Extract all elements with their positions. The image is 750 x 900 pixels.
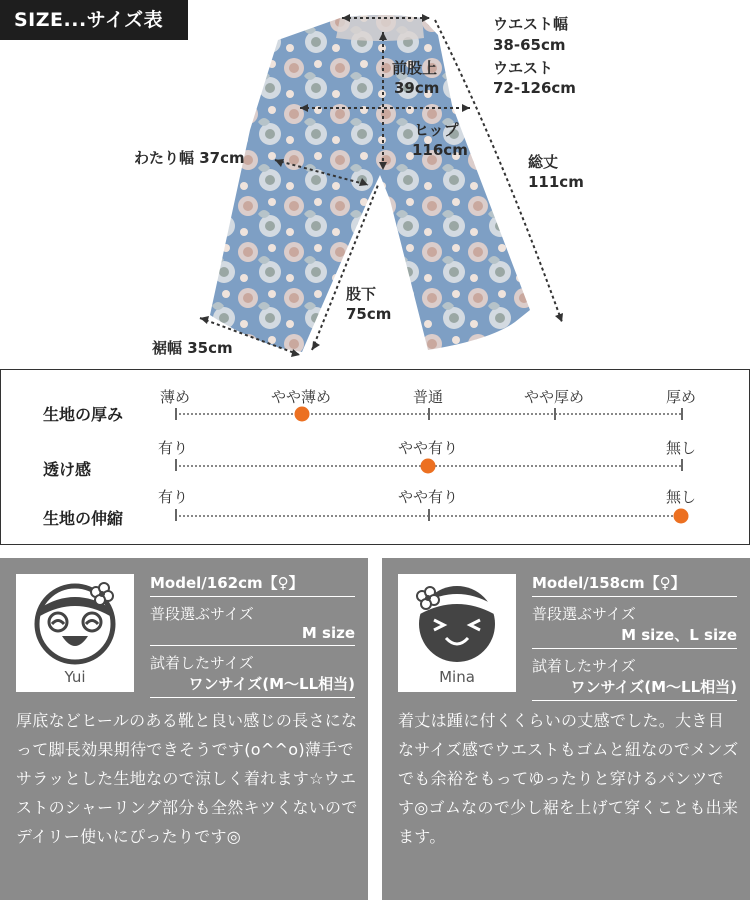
tried-size-label: 試着したサイズ (150, 654, 254, 672)
scale-label: 無し (665, 488, 697, 506)
scale-tick (428, 509, 430, 521)
fabric-properties-table (0, 369, 750, 545)
usual-size-value: M size、L size (532, 624, 737, 649)
model-card-mina (382, 558, 750, 900)
scale-tick (681, 459, 683, 471)
model-info (150, 572, 355, 698)
scale-tick (175, 509, 177, 521)
usual-size-value: M size (150, 624, 355, 646)
hip-label: ヒップ (414, 121, 459, 139)
scale-tick (428, 408, 430, 420)
scale-label: 無し (665, 439, 697, 457)
model-info (532, 572, 737, 701)
size-chart-tag: SIZE...サイズ表 (0, 0, 188, 40)
model-height: Model/158cm【♀】 (532, 572, 737, 597)
fabric-row-thickness (1, 376, 749, 428)
scale-label: 有り (157, 488, 189, 506)
scale-label: 薄め (159, 388, 191, 406)
scale-label: 普通 (412, 388, 444, 406)
fabric-row-title: 生地の厚み (43, 405, 124, 424)
hip-value: 116cm (412, 141, 468, 159)
flower-icon (417, 587, 439, 609)
fabric-row-title: 生地の伸縮 (43, 509, 124, 528)
model-comment: 厚底などヒールのある靴と良い感じの長さになって脚長効果期待できそうです(o^^o)薄手でサラッとした生地なので涼しく着れます☆ウエストのシャーリング部分も全然キツくないのでデイリー使いにぴったりです◎ (16, 711, 358, 846)
rating-marker (421, 459, 436, 474)
scale-label: 有り (157, 439, 189, 457)
model-name: Mina (439, 668, 475, 686)
waist-label: ウエスト (493, 59, 554, 77)
front-rise-value: 39cm (394, 79, 440, 97)
fabric-row-title: 透け感 (43, 460, 92, 479)
waist-value: 72-126cm (493, 79, 576, 97)
tried-size-value: ワンサイズ(M〜LL相当) (532, 676, 737, 701)
tried-size-value: ワンサイズ(M〜LL相当) (150, 673, 355, 698)
hem-width-label: 裾幅 35cm (152, 339, 233, 357)
fabric-row-stretch (1, 482, 749, 534)
face-avatar-mina (398, 574, 516, 670)
avatar (16, 574, 134, 692)
scale-tick (175, 408, 177, 420)
scale-label: やや有り (397, 488, 459, 506)
scale-label: やや薄め (270, 388, 332, 406)
total-length-label: 総丈 (528, 153, 559, 171)
front-rise-label: 前股上 (392, 59, 438, 77)
scale-label: やや有り (397, 439, 459, 457)
rating-marker (674, 509, 689, 524)
tried-size-label: 試着したサイズ (532, 657, 636, 675)
scale-label: 厚め (665, 388, 697, 406)
scale-label: やや厚め (523, 388, 585, 406)
inseam-value: 75cm (346, 305, 392, 323)
usual-size-label: 普段選ぶサイズ (150, 605, 254, 623)
flower-icon (91, 583, 113, 605)
waist-width-label: ウエスト幅 (493, 15, 569, 33)
rating-marker (294, 407, 309, 422)
inseam-label: 股下 (346, 285, 377, 303)
usual-size-label: 普段選ぶサイズ (532, 605, 636, 623)
model-height: Model/162cm【♀】 (150, 572, 355, 597)
model-card-yui (0, 558, 368, 900)
scale-tick (554, 408, 556, 420)
total-length-value: 111cm (528, 173, 584, 191)
fabric-row-transparency (1, 430, 749, 482)
avatar (398, 574, 516, 692)
model-comment: 着丈は踵に付くくらいの丈感でした。大き目なサイズ感でウエストもゴムと紐なのでメンズでも余裕をもってゆったりと穿けるパンツです◎ゴムなので少し裾を上げて穿くことも出来ます。 (398, 711, 739, 846)
scale-tick (175, 459, 177, 471)
face-avatar-yui (16, 574, 134, 670)
scale-tick (681, 408, 683, 420)
thigh-width-label: わたり幅 37cm (134, 149, 245, 167)
waist-width-value: 38-65cm (493, 36, 566, 54)
model-name: Yui (64, 668, 86, 686)
